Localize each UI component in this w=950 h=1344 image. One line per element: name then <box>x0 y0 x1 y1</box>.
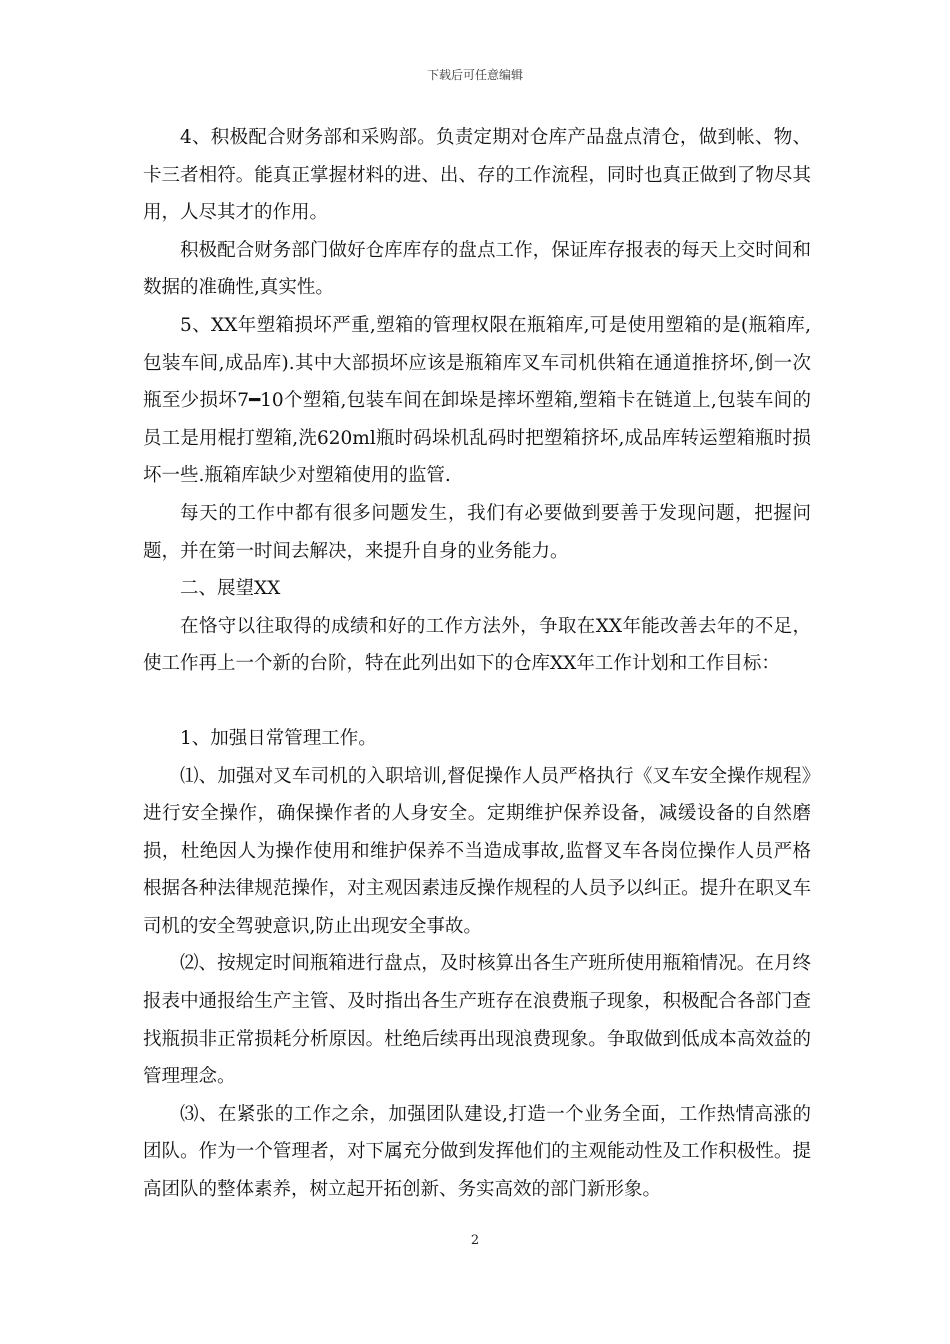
paragraph-item-4: 4、积极配合财务部和采购部。负责定期对仓库产品盘点清仓，做到帐、物、卡三者相符。能真正掌握材料的进、出、存的工作流程，同时也真正做到了物尽其用，人尽其才的作用。 <box>143 127 811 224</box>
paragraph-daily-problems: 每天的工作中都有很多问题发生，我们有必要做到要善于发现问题，把握问题，并在第一时间去解决，来提升自身的业务能力。 <box>143 502 811 562</box>
page-header: 下载后可任意编辑 <box>426 68 523 82</box>
paragraph-plan-3: ⑶、在紧张的工作之余，加强团队建设,打造一个业务全面，工作热情高涨的团队。作为一个管理者，对下属充分做到发挥他们的主观能动性及工作积极性。提高团队的整体素养，树立起开拓创新、务实高效的部门新形象。 <box>143 1103 811 1201</box>
paragraph-inventory-count: 积极配合财务部门做好仓库库存的盘点工作，保证库存报表的每天上交时间和数据的准确性,真实性。 <box>143 239 811 299</box>
subheading-daily-management: 1、加强日常管理工作。 <box>180 727 377 749</box>
section-heading-outlook: 二、展望XX <box>180 578 281 600</box>
paragraph-plan-2: ⑵、按规定时间瓶箱进行盘点，及时核算出各生产班所使用瓶箱情况。在月终报表中通报给生产主管、及时指出各生产班存在浪费瓶子现象，积极配合各部门查找瓶损非正常损耗分析原因。杜绝后续再出现浪费现象。争取做到低成本高效益的管理理念。 <box>143 953 811 1088</box>
document-body <box>143 119 811 1209</box>
blank-line <box>143 683 811 720</box>
paragraph-plan-1: ⑴、加强对叉车司机的入职培训,督促操作人员严格执行《叉车安全操作规程》进行安全操作，确保操作者的人身安全。定期维护保养设备，减缓设备的自然磨损，杜绝因人为操作使用和维护保养不当造成事故,监督叉车各岗位操作人员严格根据各种法律规范操作，对主观因素违反操作规程的人员予以纠正。提升在职叉车司机的安全驾驶意识,防止出现安全事故。 <box>143 765 811 937</box>
paragraph-outlook-intro: 在恪守以往取得的成绩和好的工作方法外，争取在XX年能改善去年的不足，使工作再上一个新的台阶，特在此列出如下的仓库XX年工作计划和工作目标： <box>143 615 811 675</box>
page-number: 2 <box>470 1233 480 1248</box>
paragraph-item-5: 5、XX年塑箱损坏严重,塑箱的管理权限在瓶箱库,可是使用塑箱的是(瓶箱库,包装车间,成品库).其中大部损坏应该是瓶箱库叉车司机供箱在通道推挤坏,倒一次瓶至少损坏7━10个塑箱,包装车间在卸垛是摔坏塑箱,塑箱卡在链道上,包装车间的员工是用棍打塑箱,洗620ml瓶时码垛机乱码时把塑箱挤坏,成品库转运塑箱瓶时损坏一些.瓶箱库缺少对塑箱使用的监管. <box>143 314 811 487</box>
